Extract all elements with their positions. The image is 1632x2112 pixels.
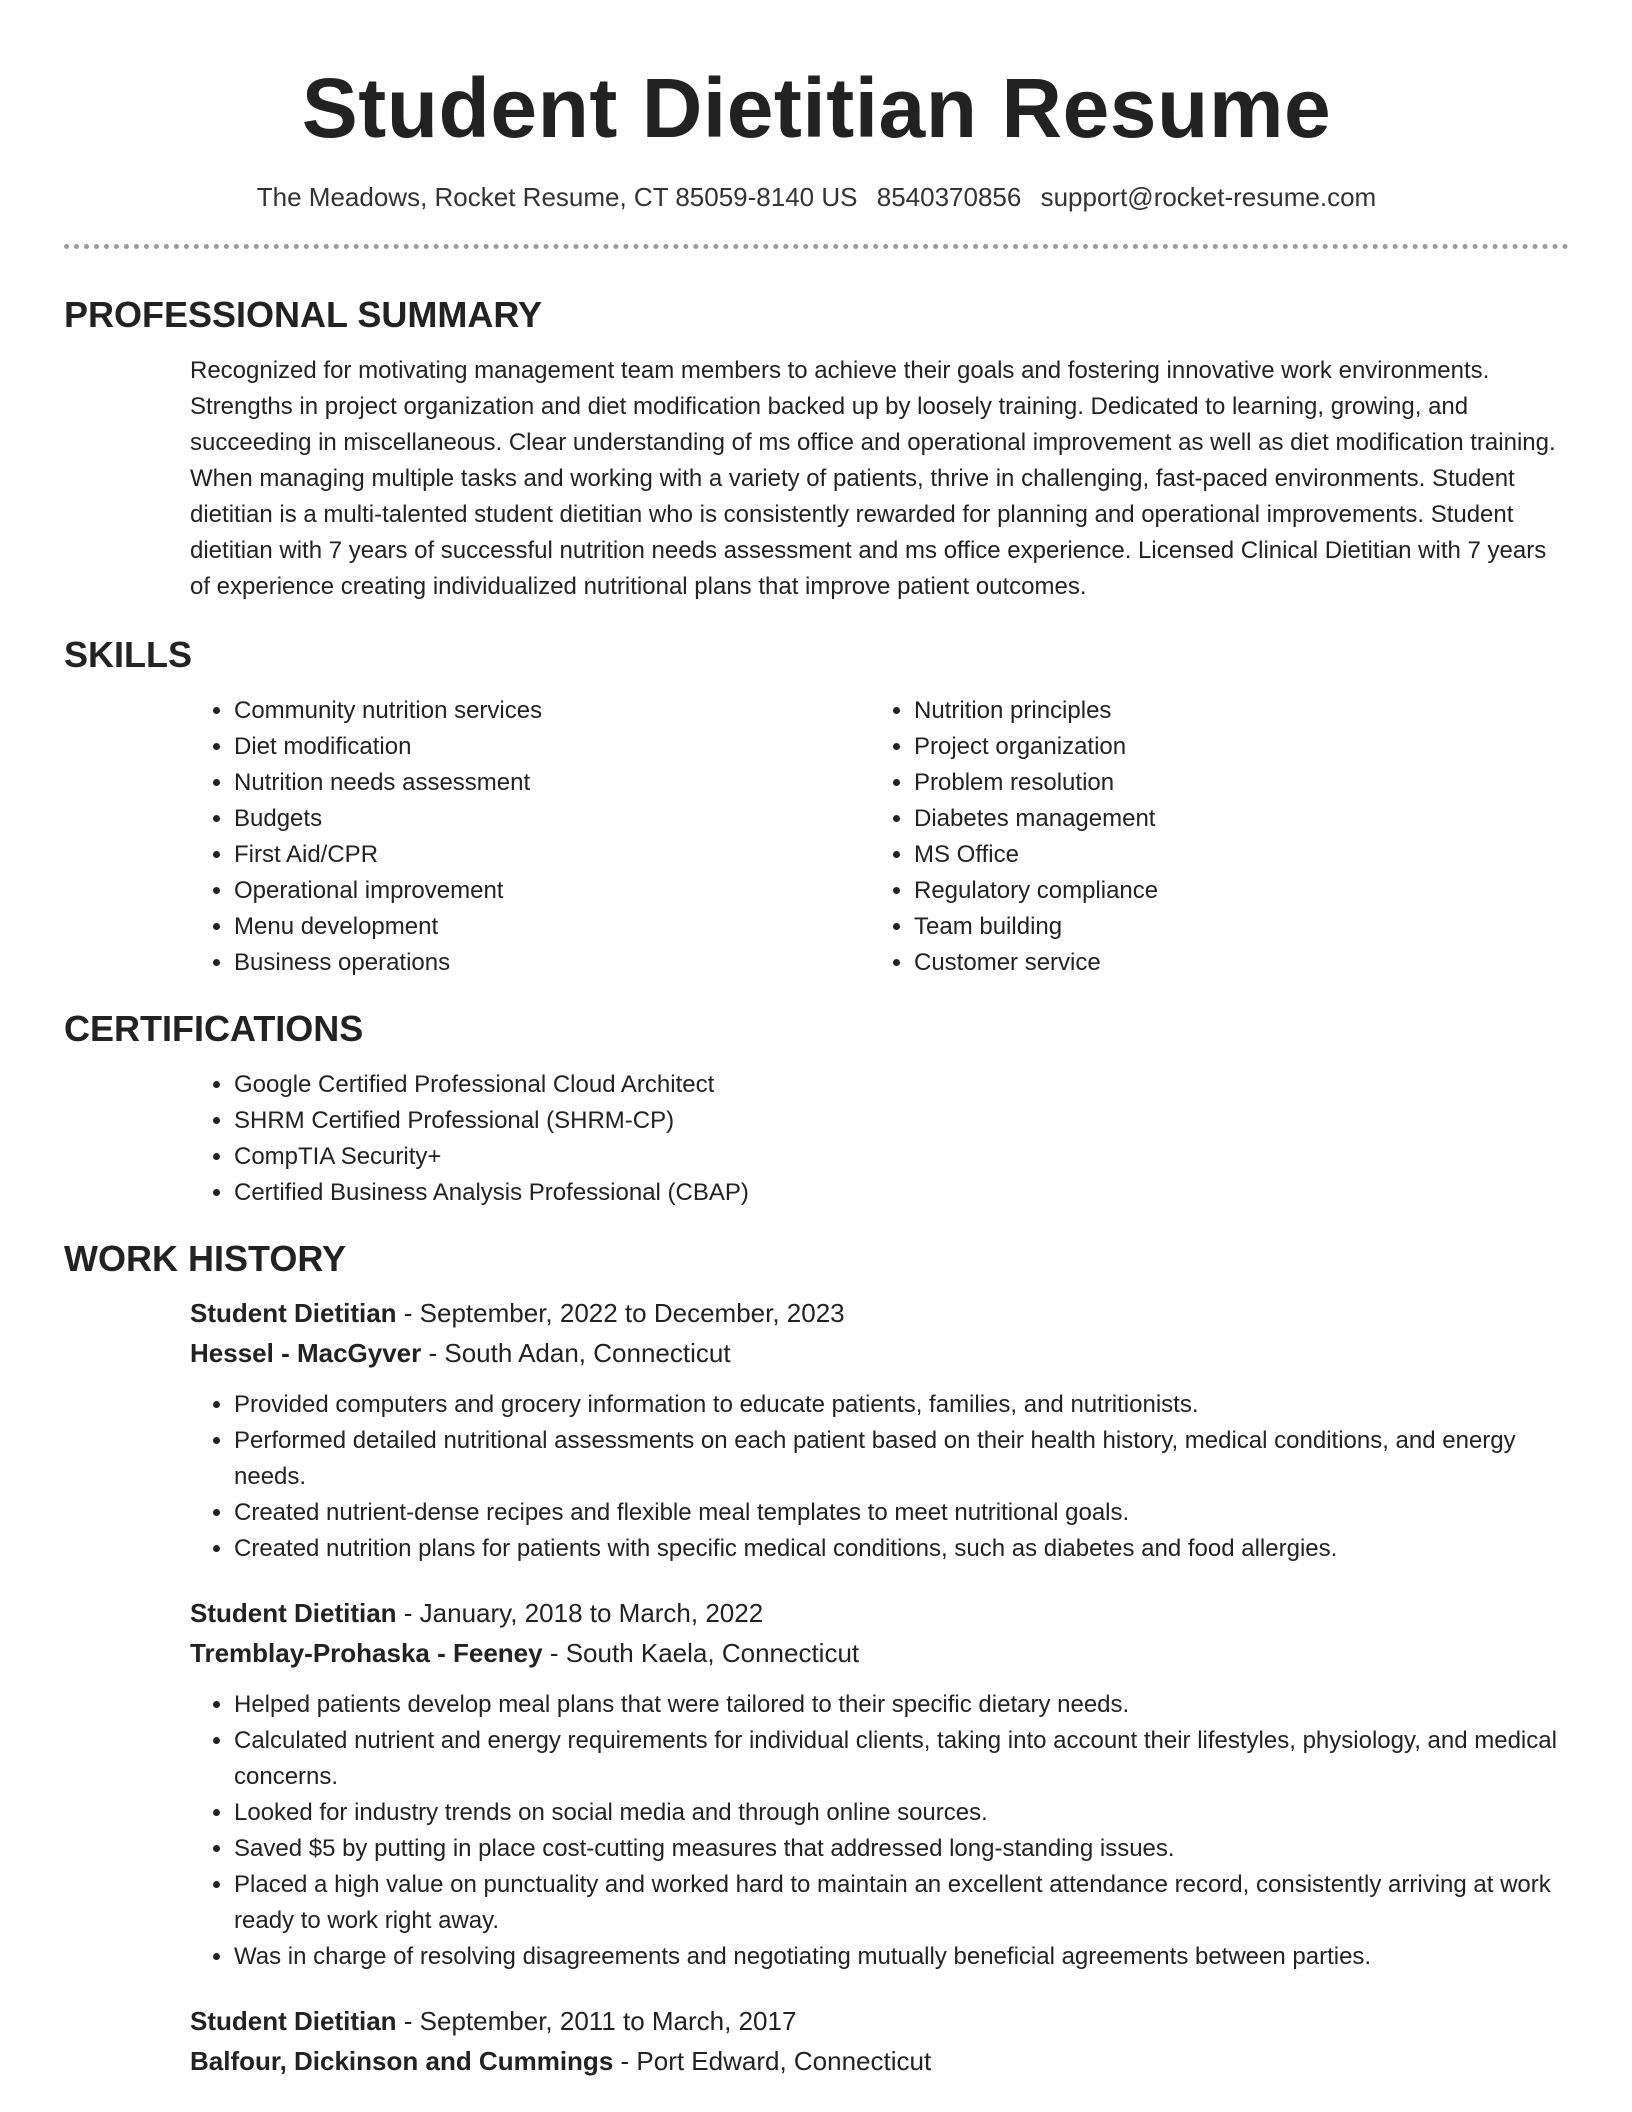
job-title: Student Dietitian [190, 2006, 397, 2036]
skill-item: • Budgets [234, 801, 870, 837]
summary-heading: PROFESSIONAL SUMMARY [64, 294, 543, 335]
contact-address: The Meadows, Rocket Resume, CT 85059-8140 US [256, 182, 858, 212]
skill-item: • Operational improvement [234, 873, 870, 909]
job-bullet: • Was in charge of resolving disagreements and negotiating mutually beneficial agreements between parties. [234, 1939, 1569, 1975]
job-bullet: • Calculated nutrient and energy requirements for individual clients, taking into account their lifestyles, physiology, and medical concerns. [234, 1723, 1569, 1795]
job-title-line [190, 2001, 1569, 2041]
job-company: Tremblay-Prohaska - Feeney [190, 1638, 543, 1668]
skill-item: • Diabetes management [914, 801, 1550, 837]
job-title: Student Dietitian [190, 1298, 397, 1328]
skill-item: • Regulatory compliance [914, 873, 1550, 909]
job-bullet: • Helped patients develop meal plans that were tailored to their specific dietary needs. [234, 1687, 1569, 1723]
skill-item: • Customer service [914, 945, 1550, 981]
skill-item: • Nutrition needs assessment [234, 765, 870, 801]
job-dates: - January, 2018 to March, 2022 [396, 1598, 764, 1628]
resume-title: Student Dietitian Resume [301, 61, 1332, 155]
job-dates: - September, 2022 to December, 2023 [396, 1298, 845, 1328]
job-bullets [190, 1387, 1569, 1567]
work-history-heading: WORK HISTORY [64, 1238, 347, 1279]
job-bullet: • Created nutrition plans for patients with specific medical conditions, such as diabetes and food allergies. [234, 1531, 1569, 1567]
skill-item: • Project organization [914, 729, 1550, 765]
job-bullet: • Provided computers and grocery information to educate patients, families, and nutritionists. [234, 1387, 1569, 1423]
skill-item: • Nutrition principles [914, 693, 1550, 729]
job-bullet: • Saved $5 by putting in place cost-cutting measures that addressed long-standing issues. [234, 1831, 1569, 1867]
certification-item: • SHRM Certified Professional (SHRM-CP) [234, 1103, 1569, 1139]
certification-item: • CompTIA Security+ [234, 1139, 1569, 1175]
job-entry [190, 2001, 1569, 2081]
job-company-line [190, 1333, 1569, 1373]
skill-item: • Menu development [234, 909, 870, 945]
skill-item: • Business operations [234, 945, 870, 981]
contact-phone: 8540370856 [876, 182, 1022, 212]
skill-item: • Community nutrition services [234, 693, 870, 729]
certifications-heading: CERTIFICATIONS [64, 1008, 364, 1049]
job-dates: - September, 2011 to March, 2017 [396, 2006, 797, 2036]
certification-item: • Google Certified Professional Cloud Architect [234, 1067, 1569, 1103]
header-divider [64, 244, 1569, 249]
contact-email[interactable]: support@rocket-resume.com [1040, 182, 1377, 212]
skill-item: • First Aid/CPR [234, 837, 870, 873]
job-bullet: • Placed a high value on punctuality and worked hard to maintain an excellent attendance record, consistently arriving at work ready to work right away. [234, 1867, 1569, 1939]
job-company: Balfour, Dickinson and Cummings [190, 2046, 614, 2076]
skill-item: • MS Office [914, 837, 1550, 873]
job-title-line [190, 1293, 1569, 1333]
job-location: - South Adan, Connecticut [421, 1338, 731, 1368]
job-company: Hessel - MacGyver [190, 1338, 422, 1368]
summary-text: Recognized for motivating management team members to achieve their goals and fostering innovative work environments. Strengths in project organization and diet modification backed up by loosely training. Dedicated to learning, growing, and succeeding in miscellaneous. Clear understanding of ms office and operational improvement as well as diet modification training. When managing multiple tasks and working with a variety of patients, thrive in challenging, fast-paced environments. Student dietitian is a multi-talented student dietitian who is consistently rewarded for planning and operational improvements. Student dietitian with 7 years of successful nutrition needs assessment and ms office experience. Licensed Clinical Dietitian with 7 years of experience creating individualized nutritional plans that improve patient outcomes. [190, 357, 1556, 600]
certification-item: • Certified Business Analysis Professional (CBAP) [234, 1175, 1569, 1211]
skills-heading: SKILLS [64, 634, 193, 675]
certifications-list [190, 1067, 1569, 1211]
job-entry [190, 1293, 1569, 1567]
job-bullet: • Created nutrient-dense recipes and flexible meal templates to meet nutritional goals. [234, 1495, 1569, 1531]
job-location: - South Kaela, Connecticut [542, 1638, 860, 1668]
job-bullet: • Looked for industry trends on social media and through online sources. [234, 1795, 1569, 1831]
skill-item: • Problem resolution [914, 765, 1550, 801]
skills-column-left [190, 693, 870, 981]
job-entry [190, 1593, 1569, 1975]
skill-item: • Team building [914, 909, 1550, 945]
job-title-line [190, 1593, 1569, 1633]
job-title: Student Dietitian [190, 1598, 397, 1628]
skill-item: • Diet modification [234, 729, 870, 765]
contact-line [64, 180, 1569, 214]
job-company-line [190, 2041, 1569, 2081]
skills-column-right [870, 693, 1550, 981]
job-company-line [190, 1633, 1569, 1673]
job-bullet: • Performed detailed nutritional assessments on each patient based on their health history, medical conditions, and energy needs. [234, 1423, 1569, 1495]
job-location: - Port Edward, Connecticut [613, 2046, 932, 2076]
resume-page [64, 0, 1569, 2081]
skills-list [190, 693, 1569, 981]
job-bullets [190, 1687, 1569, 1975]
